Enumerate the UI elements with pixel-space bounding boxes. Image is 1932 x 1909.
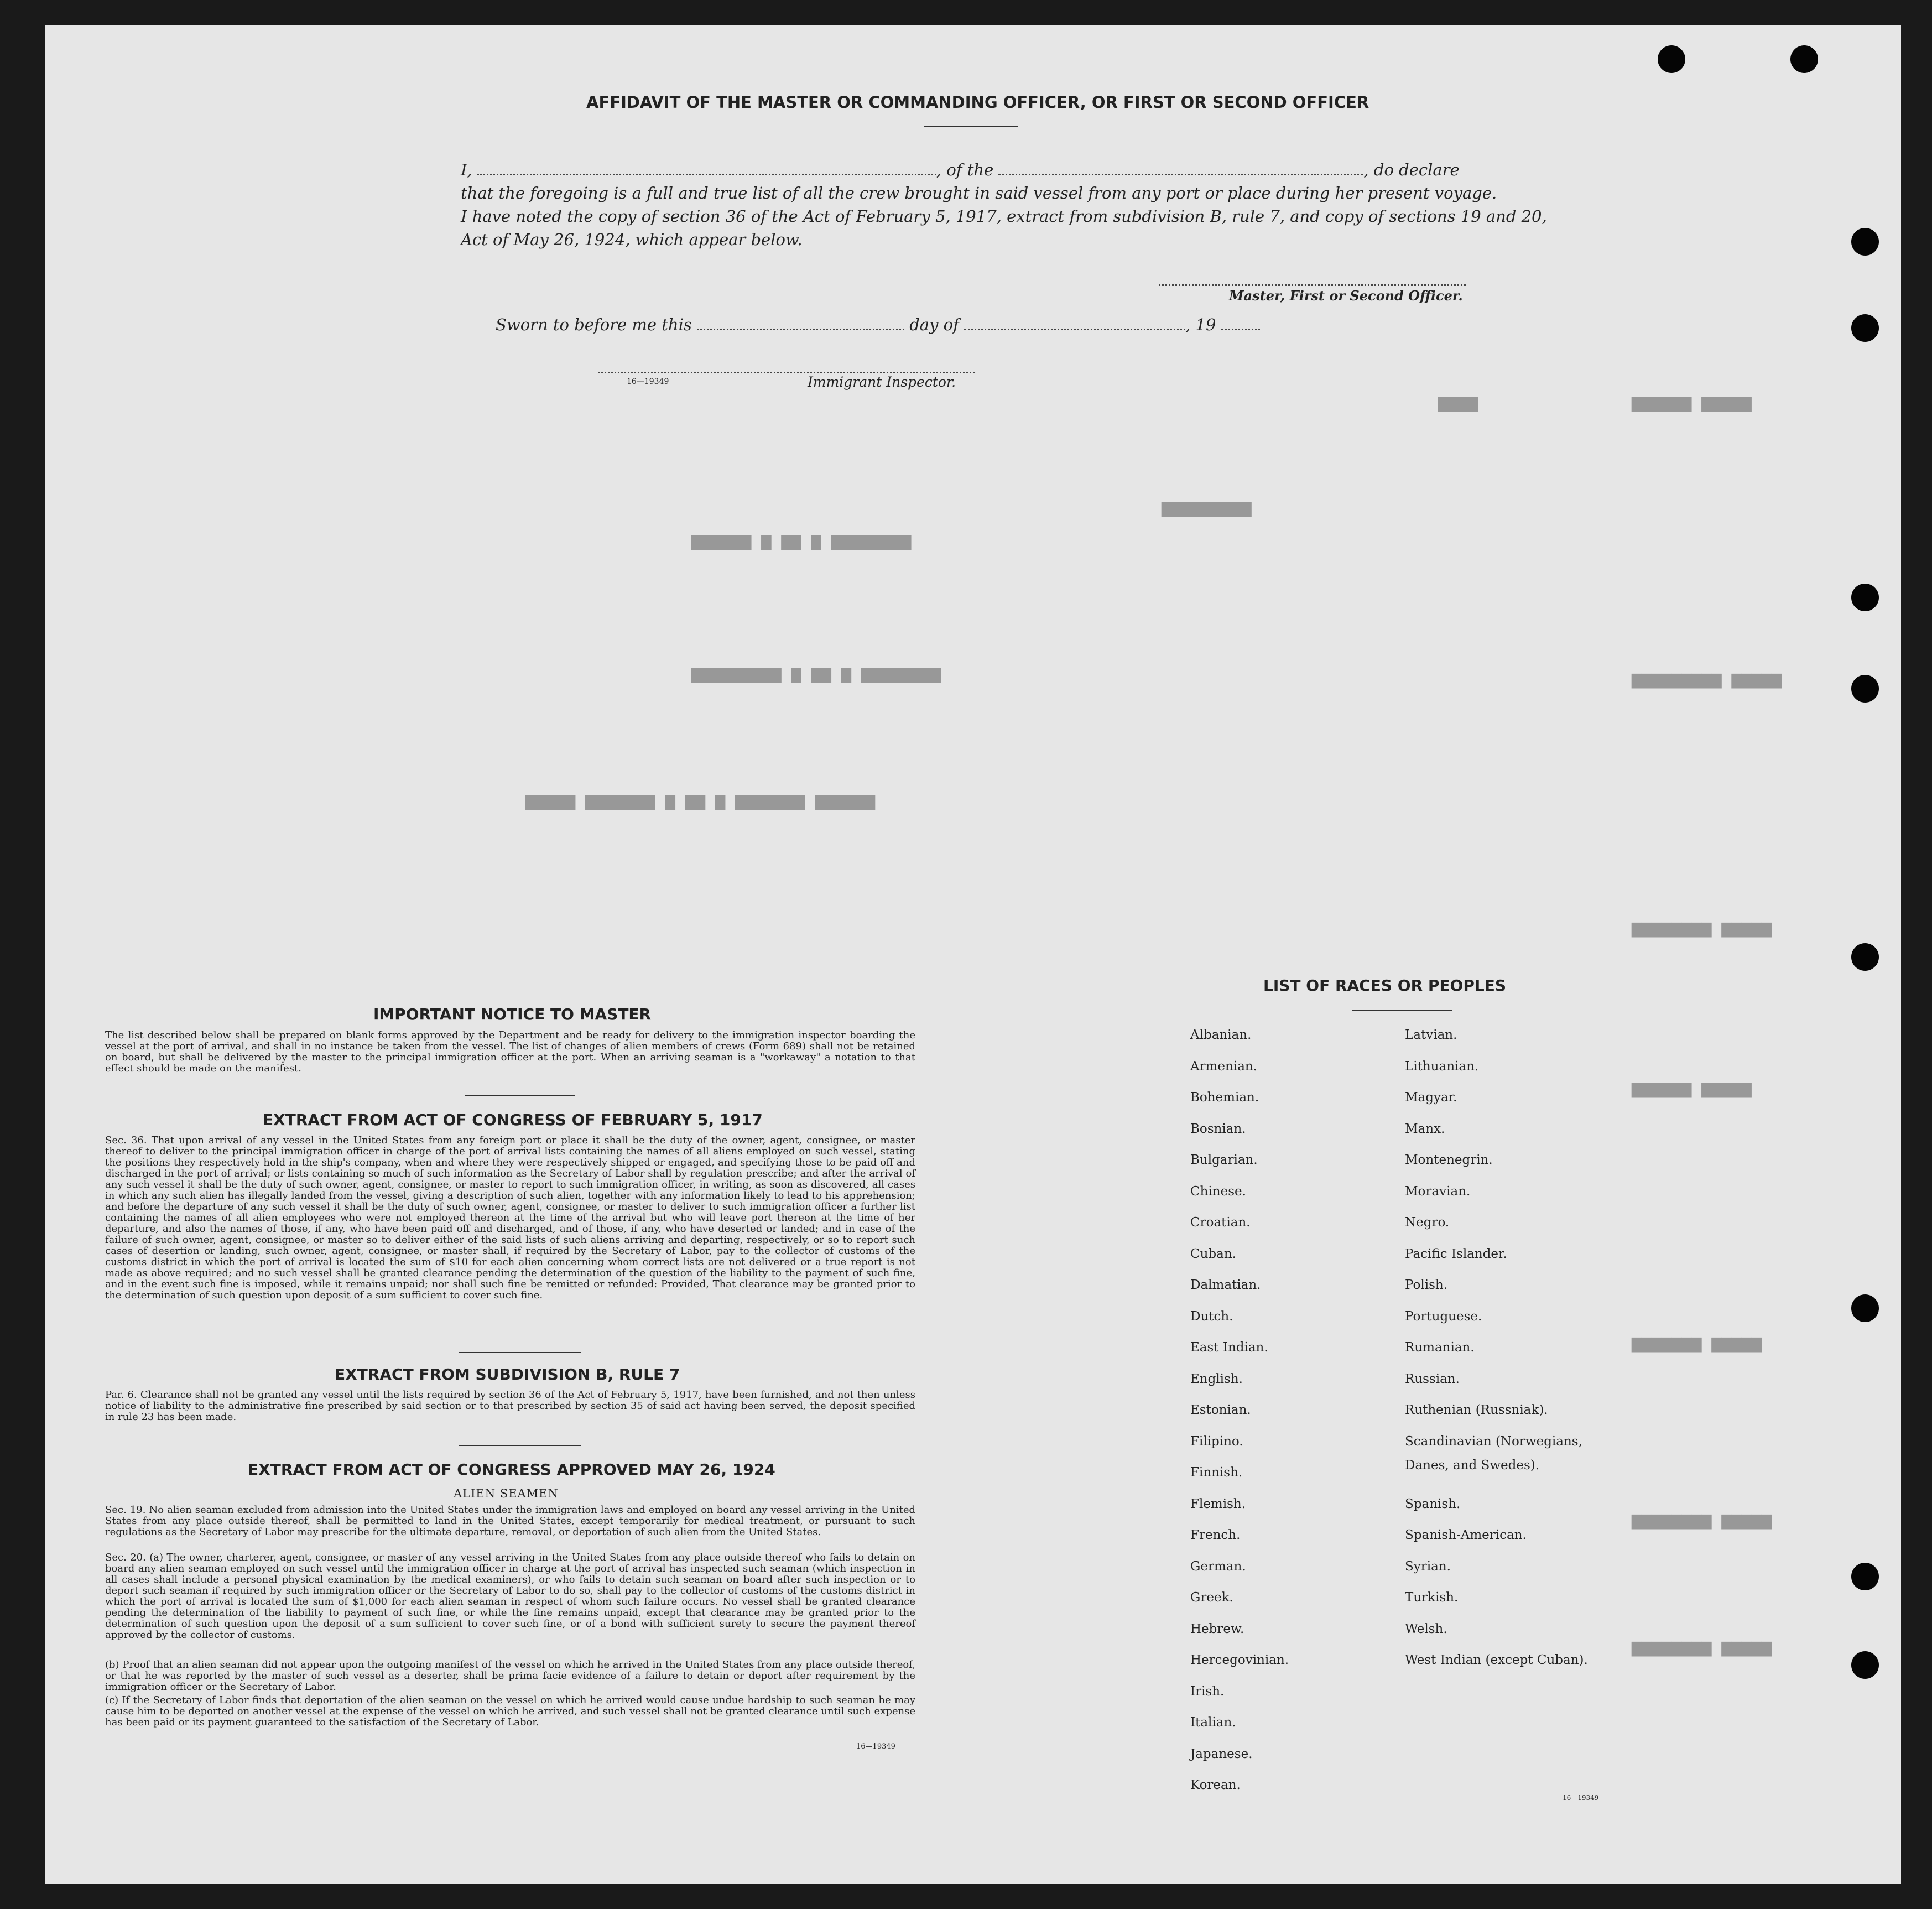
race-item: Korean. [1190, 1778, 1241, 1792]
race-item: Croatian. [1190, 1215, 1251, 1230]
race-item: French. [1190, 1528, 1241, 1542]
race-item: Spanish. [1405, 1497, 1461, 1511]
race-item: Portuguese. [1405, 1309, 1482, 1324]
race-item: Bosnian. [1190, 1122, 1246, 1136]
race-item: Spanish-American. [1405, 1528, 1527, 1542]
race-item: Montenegrin. [1405, 1153, 1493, 1167]
inspector-signature-line[interactable] [598, 370, 975, 373]
race-item: Hebrew. [1190, 1622, 1244, 1636]
races-title: LIST OF RACES OR PEOPLES [1263, 976, 1506, 995]
bleed-through-text: ▆▆▆▆▆ ▆▆▆▆▆▆▆▆ [1632, 918, 1772, 938]
vessel-name-field[interactable] [998, 163, 1363, 175]
notice-title: IMPORTANT NOTICE TO MASTER [373, 1005, 652, 1023]
act-1924-sec20b: (b) Proof that an alien seaman did not appear upon the outgoing manifest of the vessel on which he arrived in the United States from any place outside thereof, or that he was reported by the master of such vessel as a deserter, shall be prima facie evidence of a failure to detain or deport after requirement by the immigration officer or the Secretary of Labor. [105, 1659, 915, 1693]
race-item: Latvian. [1405, 1028, 1457, 1042]
race-item: German. [1190, 1559, 1246, 1574]
race-item: Moravian. [1405, 1184, 1471, 1199]
race-item: Scandinavian (Norwegians, [1405, 1434, 1582, 1449]
rule-7-title: EXTRACT FROM SUBDIVISION B, RULE 7 [335, 1365, 680, 1383]
act-1917-rule [459, 1352, 581, 1353]
master-signature-line[interactable] [1159, 282, 1466, 286]
punch-hole [1851, 943, 1879, 971]
race-item: Italian. [1190, 1715, 1236, 1730]
sworn-day-field[interactable] [697, 318, 904, 330]
inspector-label: Immigrant Inspector. [808, 374, 956, 390]
race-item: Pacific Islander. [1405, 1247, 1507, 1261]
race-item: Armenian. [1190, 1059, 1258, 1074]
race-item: Dalmatian. [1190, 1278, 1261, 1292]
act-1924-title: EXTRACT FROM ACT OF CONGRESS APPROVED MAY 26, 1924 [248, 1460, 775, 1479]
punch-hole [1851, 1563, 1879, 1590]
race-item: Japanese. [1190, 1747, 1253, 1761]
declaration-line-4: Act of May 26, 1924, which appear below. [461, 230, 803, 249]
punch-hole [1658, 45, 1685, 73]
race-item: Magyar. [1405, 1090, 1457, 1105]
bleed-through-text: ▆▆▆▆▆ ▆▆▆▆▆▆▆▆ [1632, 1637, 1772, 1657]
do-declare-label: , do declare [1363, 160, 1460, 179]
act-1924-sec20c: (c) If the Secretary of Labor finds that deportation of the alien seaman on the vessel on which he arrived would cause undue hardship to such seaman he may cause him to be deported on another vessel at the expense of the vessel on which he arrived, and such vessel shall not be granted clearance until such expense has been paid or its payment guaranteed to the satisfaction of the Secretary of Labor. [105, 1694, 915, 1728]
punch-hole [1851, 1651, 1879, 1679]
act-1924-sec20a: Sec. 20. (a) The owner, charterer, agent, consignee, or master of any vessel arriving in the United States from any place outside thereof who fails to detain on board any alien seaman employed on such vessel until the immigration officer in charge at the port of arrival has inspected such seaman (which inspection in all cases shall include a personal physical examination by the medical examiners), or who fails to detain such seaman on board after such inspection or to deport such seaman if required by such immigration officer or the Secretary of Labor to do so, shall pay to the collector of customs of the customs district in which the port of arrival is located the sum of $1,000 for each alien seaman in respect of whom such failure occurs. No vessel shall be granted clearance pending the determination of the liability to payment of such fine, or while the fine remains unpaid, except that clearance may be granted prior to the determination of such question upon the deposit of a sum sufficient to cover such fine, or of a bond with sufficient surety to secure the payment thereof approved by the collector of customs. [105, 1552, 915, 1641]
races-rule [1352, 1010, 1452, 1011]
bleed-through-text: ▆▆▆▆▆ ▆▆▆▆▆▆ [1632, 1079, 1752, 1098]
sworn-label: Sworn to before me this [496, 315, 692, 334]
race-item: Lithuanian. [1405, 1059, 1479, 1074]
race-item: Hercegovinian. [1190, 1653, 1289, 1667]
bleed-through-text: ▆▆▆▆▆▆▆▆ ▆ ▆▆ ▆ ▆▆▆▆▆▆▆▆▆ [691, 664, 941, 683]
race-item: Manx. [1405, 1122, 1445, 1136]
act-1917-body: Sec. 36. That upon arrival of any vessel in the United States from any foreign port or place it shall be the duty of the owner, agent, consignee, or master thereof to deliver to the principal immigration officer in charge of the port of arrival lists containing the names of all aliens employed on such vessel, stating the positions they respectively hold in the ship's company, when and where they were respectively shipped or engaged, and specifying those to be paid off and discharged in the port of arrival; or lists containing so much of such information as the Secretary of Labor shall by regulation prescribe; and after the arrival of any such vessel it shall be the duty of such owner, agent, consignee, or master to report to such immigration officer, in writing, as soon as discovered, all cases in which any such alien has illegally landed from the vessel, giving a description of such alien, together with any information likely to lead to his apprehension; and before the departure of any such vessel it shall be the duty of such owner, agent, consignee, or master to deliver to such immigration officer a further list containing the names of all alien employees who were not employed thereon at the time of the arrival but who will leave port thereon at the time of her departure, and also the names of those, if any, who have been paid off and discharged, and of those, if any, who have deserted or landed; and in case of the failure of such owner, agent, consignee, or master so to deliver either of the said lists of such aliens arriving and departing, respectively, or so to report such cases of desertion or landing, such owner, agent, consignee, or master shall, if required by the Secretary of Labor, pay to the collector of customs of the customs district in which the port of arrival is located the sum of $10 for each alien concerning whom correct lists are not delivered or a true report is not made as above required; and no such vessel shall be granted clearance pending the determination of the question of the liability to the payment of such fine, and in the event such fine is imposed, while it remains unpaid; nor shall such fine be remitted or refunded: Provided, That clearance may be granted prior to the determination of such question upon deposit of a sum sufficient to cover such fine. [105, 1135, 915, 1301]
race-item: Bulgarian. [1190, 1153, 1258, 1167]
race-item: Dutch. [1190, 1309, 1233, 1324]
declarant-name-field[interactable] [477, 163, 936, 175]
rule-7-rule [459, 1445, 581, 1446]
race-item: Ruthenian (Russniak). [1405, 1403, 1548, 1417]
of-the-label: , of the [936, 160, 994, 179]
notice-body: The list described below shall be prepared on blank forms approved by the Department and be ready for delivery to the immigration inspector boarding the vessel at the port of arrival, and shall in no instance be taken from the vessel. The list of changes of alien members of crews (Form 689) shall not be retained on board, but shall be delivered by the master to the principal immigration officer at the port. When an arriving seaman is a "workaway" a notation to that effect should be made on the manifest. [105, 1029, 915, 1074]
race-item: Bohemian. [1190, 1090, 1259, 1105]
day-of-label: day of [909, 315, 959, 334]
bleed-through-text: ▆▆▆▆▆▆▆▆▆ [1162, 498, 1252, 517]
race-item: Greek. [1190, 1590, 1233, 1605]
sworn-line [496, 315, 1260, 334]
alien-seamen-subtitle: ALIEN SEAMEN [454, 1487, 559, 1500]
punch-hole [1790, 45, 1818, 73]
race-item: Welsh. [1405, 1622, 1447, 1636]
declarant-prefix: I, [461, 160, 472, 179]
sworn-year-field[interactable] [1221, 318, 1260, 330]
act-1917-title: EXTRACT FROM ACT OF CONGRESS OF FEBRUARY 5, 1917 [263, 1111, 763, 1129]
bleed-through-text: ▆▆▆▆▆ ▆▆▆▆▆▆▆ [1632, 1333, 1762, 1353]
race-item: West Indian (except Cuban). [1405, 1653, 1588, 1667]
bleed-through-text: ▆▆▆▆ [1438, 393, 1478, 412]
race-item: Flemish. [1190, 1497, 1246, 1511]
race-item: Turkish. [1405, 1590, 1459, 1605]
master-label: Master, First or Second Officer. [1229, 288, 1463, 304]
punch-hole [1851, 584, 1879, 611]
race-item: Rumanian. [1405, 1340, 1475, 1355]
punch-hole [1851, 314, 1879, 342]
punch-hole [1851, 228, 1879, 256]
declaration-line-3: I have noted the copy of section 36 of the Act of February 5, 1917, extract from subdivision B, rule 7, and copy of sections 19 and 20, [461, 207, 1547, 226]
race-item: English. [1190, 1372, 1243, 1386]
race-item: Finnish. [1190, 1465, 1243, 1480]
punch-hole [1851, 675, 1879, 703]
race-item: Syrian. [1405, 1559, 1451, 1574]
declaration-line-1 [461, 160, 1460, 179]
form-number-right: 16—19349 [1563, 1794, 1599, 1802]
race-item: Cuban. [1190, 1247, 1236, 1261]
race-item: Polish. [1405, 1278, 1448, 1292]
form-number-top: 16—19349 [627, 377, 669, 386]
bleed-through-text: ▆▆▆▆▆ ▆▆▆▆▆▆▆▆ [1632, 1510, 1772, 1530]
act-1924-sec19: Sec. 19. No alien seaman excluded from admission into the United States under the immigration laws and employed on board any vessel arriving in the United States from any place outside thereof, shall be permitted to land in the United States, except temporarily for medical treatment, or pursuant to such regulations as the Secretary of Labor may prescribe for the ultimate departure, removal, or deportation of such alien from the United States. [105, 1504, 915, 1538]
title-rule [924, 126, 1018, 127]
bleed-through-text: ▆▆▆▆▆ ▆▆▆▆▆▆ [1632, 393, 1752, 412]
affidavit-title: AFFIDAVIT OF THE MASTER OR COMMANDING OFFICER, OR FIRST OR SECOND OFFICER [586, 93, 1369, 112]
race-item: Russian. [1405, 1372, 1460, 1386]
race-item: East Indian. [1190, 1340, 1268, 1355]
race-item: Negro. [1405, 1215, 1450, 1230]
race-item: Filipino. [1190, 1434, 1243, 1449]
race-item: Chinese. [1190, 1184, 1246, 1199]
year-label: , 19 [1185, 315, 1216, 334]
declaration-line-2: that the foregoing is a full and true list of all the crew brought in said vessel from any port or place during her present voyage. [461, 184, 1497, 202]
race-item: Albanian. [1190, 1028, 1252, 1042]
notice-rule [465, 1095, 575, 1096]
race-item: Danes, and Swedes). [1405, 1458, 1540, 1473]
form-number-left: 16—19349 [856, 1742, 895, 1751]
race-item: Estonian. [1190, 1403, 1251, 1417]
punch-hole [1851, 1294, 1879, 1322]
bleed-through-text: ▆▆▆▆▆▆▆▆ ▆ ▆▆ ▆ ▆▆▆▆▆▆ [691, 531, 912, 550]
bleed-through-text: ▆▆▆▆▆▆ ▆▆▆▆▆▆▆ ▆ ▆▆ ▆ ▆▆▆▆▆▆▆ ▆▆▆▆▆ [525, 791, 876, 810]
race-item: Irish. [1190, 1684, 1225, 1699]
bleed-through-text: ▆▆▆▆▆ ▆▆▆▆▆▆▆▆▆ [1632, 669, 1782, 689]
sworn-month-field[interactable] [964, 318, 1185, 330]
rule-7-body: Par. 6. Clearance shall not be granted any vessel until the lists required by section 36 of the Act of February 5, 1917, have been furnished, and not then unless notice of liability to the administrative fine prescribed by said section or to that prescribed by section 35 of said act having been served, the deposit specified in rule 23 has been made. [105, 1389, 915, 1423]
